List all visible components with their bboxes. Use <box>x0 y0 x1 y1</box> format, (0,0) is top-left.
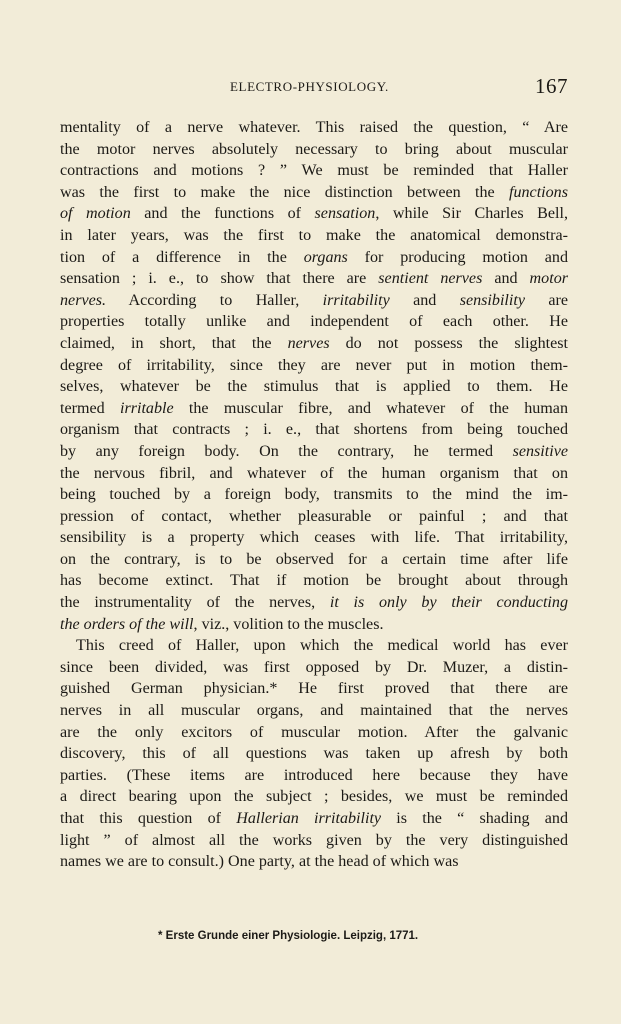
text-run: discovery, this of all questions was taken up afresh by both <box>60 745 568 763</box>
text-line <box>60 333 568 355</box>
italic-run: the orders of the will <box>60 615 194 633</box>
text-run: and the functions of <box>130 205 315 223</box>
text-run: light ” of almost all the works given by the very distinguished <box>60 831 568 849</box>
text-run: in later years, was the first to make the anatomical demonstra- <box>60 226 568 244</box>
text-run: nerves in all muscular organs, and maintained that the nerves <box>60 702 568 720</box>
italic-run: nerves. <box>60 291 107 309</box>
italic-run: functions <box>508 183 568 201</box>
text-run: the motor nerves absolutely necessary to bring about muscular <box>60 140 568 158</box>
text-run: a direct bearing upon the subject ; besides, we must be reminded <box>60 788 568 806</box>
text-run: has become extinct. That if motion be brought about through <box>60 572 568 590</box>
text-run: the nervous fibril, and whatever of the human organism that on <box>60 464 568 482</box>
text-line <box>60 549 568 571</box>
footnote: * Erste Grunde einer Physiologie. Leipzig, 1771. <box>158 930 419 942</box>
text-run: pression of contact, whether pleasurable or painful ; and that <box>60 507 568 525</box>
text-line <box>60 225 568 247</box>
text-line <box>60 311 568 333</box>
text-line <box>60 506 568 528</box>
text-run: is the “ shading and <box>381 810 569 827</box>
italic-run: motor <box>529 270 568 288</box>
text-line <box>60 355 568 377</box>
text-run: being touched by a foreign body, transmits to the mind the im- <box>60 486 568 504</box>
text-run: sensibility is a property which ceases with life. That irritability, <box>60 529 568 547</box>
italic-run: irritable <box>119 399 174 417</box>
italic-run: irritability <box>322 291 390 309</box>
text-run: claimed, in short, that the <box>60 334 288 352</box>
text-line <box>60 247 568 269</box>
text-line <box>60 592 568 614</box>
text-line <box>60 419 568 441</box>
text-run: since been divided, was first opposed by Dr. Muzer, a distin- <box>60 658 568 676</box>
italic-run: sensibility <box>459 291 525 309</box>
text-line <box>60 463 568 485</box>
text-run: are <box>524 291 568 309</box>
page-header <box>60 76 568 98</box>
text-line <box>60 851 568 873</box>
text-run: termed <box>60 399 120 417</box>
text-line <box>60 743 568 765</box>
text-run: are the only excitors of muscular motion. After the galvanic <box>60 723 568 741</box>
text-run: mentality of a nerve whatever. This raised the question, “ Are <box>60 119 568 136</box>
body-text <box>60 117 568 873</box>
text-line <box>60 441 568 463</box>
text-line <box>60 722 568 744</box>
italic-run: sensitive <box>512 442 568 460</box>
text-line <box>60 678 568 700</box>
text-line <box>60 570 568 592</box>
italic-run: Hallerian irritability <box>236 810 382 827</box>
text-line <box>60 203 568 225</box>
text-line <box>60 527 568 549</box>
text-line <box>60 117 568 139</box>
text-run: contractions and motions ? ” We must be reminded that Haller <box>60 162 568 180</box>
text-line <box>60 484 568 506</box>
text-run: degree of irritability, since they are never put in motion them- <box>60 356 568 374</box>
text-run: , viz., volition to the muscles. <box>193 615 384 633</box>
text-line <box>60 635 568 657</box>
text-line <box>60 765 568 787</box>
text-line <box>60 657 568 679</box>
text-run: by any foreign body. On the contrary, he termed <box>60 442 513 460</box>
italic-run: of motion <box>60 205 131 223</box>
text-line <box>60 182 568 204</box>
text-run: the muscular fibre, and whatever of the human <box>173 399 568 417</box>
text-line <box>60 139 568 161</box>
text-run: , while Sir Charles Bell, <box>375 205 568 223</box>
text-run: properties totally unlike and independent of each other. He <box>60 313 568 331</box>
text-run: parties. (These items are introduced here because they have <box>60 766 568 784</box>
text-line <box>60 614 568 636</box>
text-run: do not possess the slightest <box>329 334 568 352</box>
italic-run: sensation <box>314 205 376 223</box>
running-title: ELECTRO-PHYSIOLOGY. <box>230 79 389 94</box>
italic-run: sentient nerves <box>378 270 483 288</box>
text-run: the instrumentality of the nerves, <box>60 594 330 612</box>
text-line <box>60 700 568 722</box>
text-run: guished German physician.* He first proved that there are <box>60 680 568 698</box>
text-run: was the first to make the nice distinction between the <box>60 183 509 201</box>
text-run: This creed of Haller, upon which the medical world has ever <box>76 637 568 655</box>
text-run: and <box>482 270 530 288</box>
text-run: tion of a difference in the <box>60 248 304 266</box>
page-number: 167 <box>535 74 568 98</box>
text-run: on the contrary, is to be observed for a certain time after life <box>60 550 568 568</box>
text-run: names we are to consult.) One party, at the head of which was <box>60 853 459 871</box>
text-line <box>60 290 568 312</box>
text-run: sensation ; i. e., to show that there are <box>60 270 379 288</box>
text-line <box>60 268 568 290</box>
italic-run: it is only by their conducting <box>329 594 568 612</box>
italic-run: organs <box>303 248 348 266</box>
text-run: and <box>389 291 460 309</box>
text-run: for producing motion and <box>347 248 568 266</box>
text-line <box>60 376 568 398</box>
text-line <box>60 398 568 420</box>
text-run: selves, whatever be the stimulus that is applied to them. He <box>60 378 568 396</box>
text-run: According to Haller, <box>106 291 323 309</box>
italic-run: nerves <box>287 334 330 352</box>
text-line <box>60 808 568 830</box>
text-line <box>60 786 568 808</box>
text-run: organism that contracts ; i. e., that shortens from being touched <box>60 421 568 439</box>
text-line <box>60 160 568 182</box>
text-run: that this question of <box>60 810 237 827</box>
text-line <box>60 830 568 852</box>
